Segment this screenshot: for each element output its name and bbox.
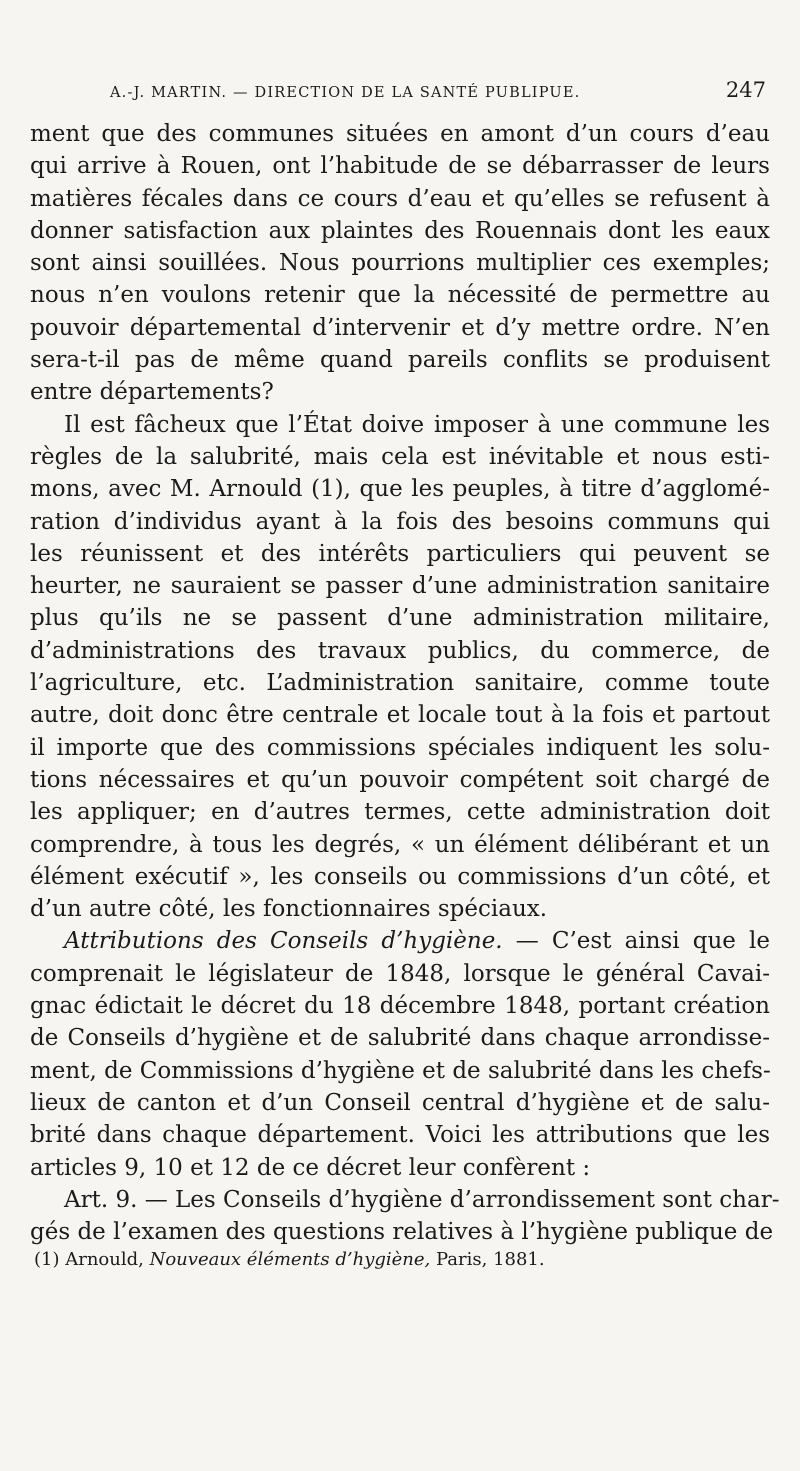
- text-line: élément exécutif », les conseils ou commissions d’un côté, et: [30, 863, 770, 890]
- text-line: lieux de canton et d’un Conseil central d’hygiène et de salu-: [30, 1089, 770, 1116]
- text-line: les réunissent et des intérêts particuliers qui peuvent se: [30, 540, 770, 567]
- text-line: ment, de Commissions d’hygiène et de salubrité dans les chefs-: [30, 1057, 771, 1084]
- text-line: [30, 925, 770, 957]
- text-line: nous n’en voulons retenir que la nécessité de permettre au: [30, 282, 770, 309]
- paragraph-4: [30, 1184, 780, 1249]
- paragraph-1: [30, 118, 770, 409]
- paragraph-2: [30, 409, 770, 926]
- text-line: comprendre, à tous les degrés, « un élément délibérant et un: [30, 831, 770, 858]
- running-title: A.-J. MARTIN. — DIRECTION DE LA SANTÉ PUBLIPUE.: [110, 85, 581, 101]
- body-text: [30, 118, 780, 1248]
- text-line: heurter, ne sauraient se passer d’une administration sanitaire: [30, 573, 770, 600]
- text-line: il importe que des commissions spéciales indiquent les solu-: [30, 734, 770, 761]
- paragraph-3: [30, 925, 770, 1183]
- text-line: Il est fâcheux que l’État doive imposer à une commune les: [64, 411, 770, 438]
- text-line: ment que des communes situées en amont d’un cours d’eau: [30, 121, 770, 147]
- text-line: comprenait le législateur de 1848, lorsque le général Cavai-: [30, 960, 770, 987]
- text-line: qui arrive à Rouen, ont l’habitude de se débarrasser de leurs: [30, 153, 770, 180]
- text-line: règles de la salubrité, mais cela est inévitable et nous esti-: [30, 443, 770, 470]
- page-number: 247: [725, 78, 766, 102]
- text-line: matières fécales dans ce cours d’eau et qu’elles se refusent à: [30, 185, 770, 212]
- text-line: sera-t-il pas de même quand pareils conflits se produisent: [30, 347, 770, 374]
- text-line: l’agriculture, etc. L’administration sanitaire, comme toute: [30, 670, 770, 697]
- text-line: de Conseils d’hygiène et de salubrité dans chaque arrondisse-: [30, 1025, 770, 1052]
- text-line: les appliquer; en d’autres termes, cette administration doit: [30, 799, 770, 826]
- text-line: mons, avec M. Arnould (1), que les peuples, à titre d’agglomé-: [30, 476, 770, 503]
- text-line: articles 9, 10 et 12 de ce décret leur confèrent :: [30, 1154, 591, 1181]
- text-line: Art. 9. — Les Conseils d’hygiène d’arrondissement sont char-: [64, 1186, 780, 1213]
- footnote-book-title: Nouveaux éléments d’hygiène,: [149, 1249, 431, 1271]
- book-page: [30, 78, 780, 1448]
- text-line: d’administrations des travaux publics, du commerce, de: [30, 637, 770, 664]
- text-line: gnac édictait le décret du 18 décembre 1848, portant création: [30, 993, 770, 1020]
- text-line: entre départements?: [30, 379, 274, 406]
- text-line: ration d’individus ayant à la fois des besoins communs qui: [30, 508, 770, 535]
- text-line: gés de l’examen des questions relatives à l’hygiène publique de: [30, 1219, 774, 1246]
- section-title: Attributions des Conseils d’hygiène.: [64, 928, 503, 955]
- running-head: [30, 78, 770, 118]
- text-line: autre, doit donc être centrale et locale tout à la fois et partout: [30, 702, 770, 729]
- text-fragment: — C’est ainsi que le: [502, 928, 770, 955]
- text-line: sont ainsi souillées. Nous pourrions multiplier ces exemples;: [30, 250, 770, 277]
- footnote-rest: Paris, 1881.: [436, 1249, 545, 1271]
- text-line: plus qu’ils ne se passent d’une administration militaire,: [30, 605, 770, 632]
- text-line: brité dans chaque département. Voici les attributions que les: [30, 1122, 770, 1149]
- text-line: donner satisfaction aux plaintes des Rouennais dont les eaux: [30, 217, 770, 244]
- text-line: pouvoir départemental d’intervenir et d’y mettre ordre. N’en: [30, 314, 770, 341]
- footnote-marker: (1) Arnould,: [34, 1249, 144, 1271]
- footnote: [30, 1248, 770, 1272]
- text-line: tions nécessaires et qu’un pouvoir compétent soit chargé de: [30, 766, 770, 793]
- text-line: d’un autre côté, les fonctionnaires spéciaux.: [30, 896, 548, 923]
